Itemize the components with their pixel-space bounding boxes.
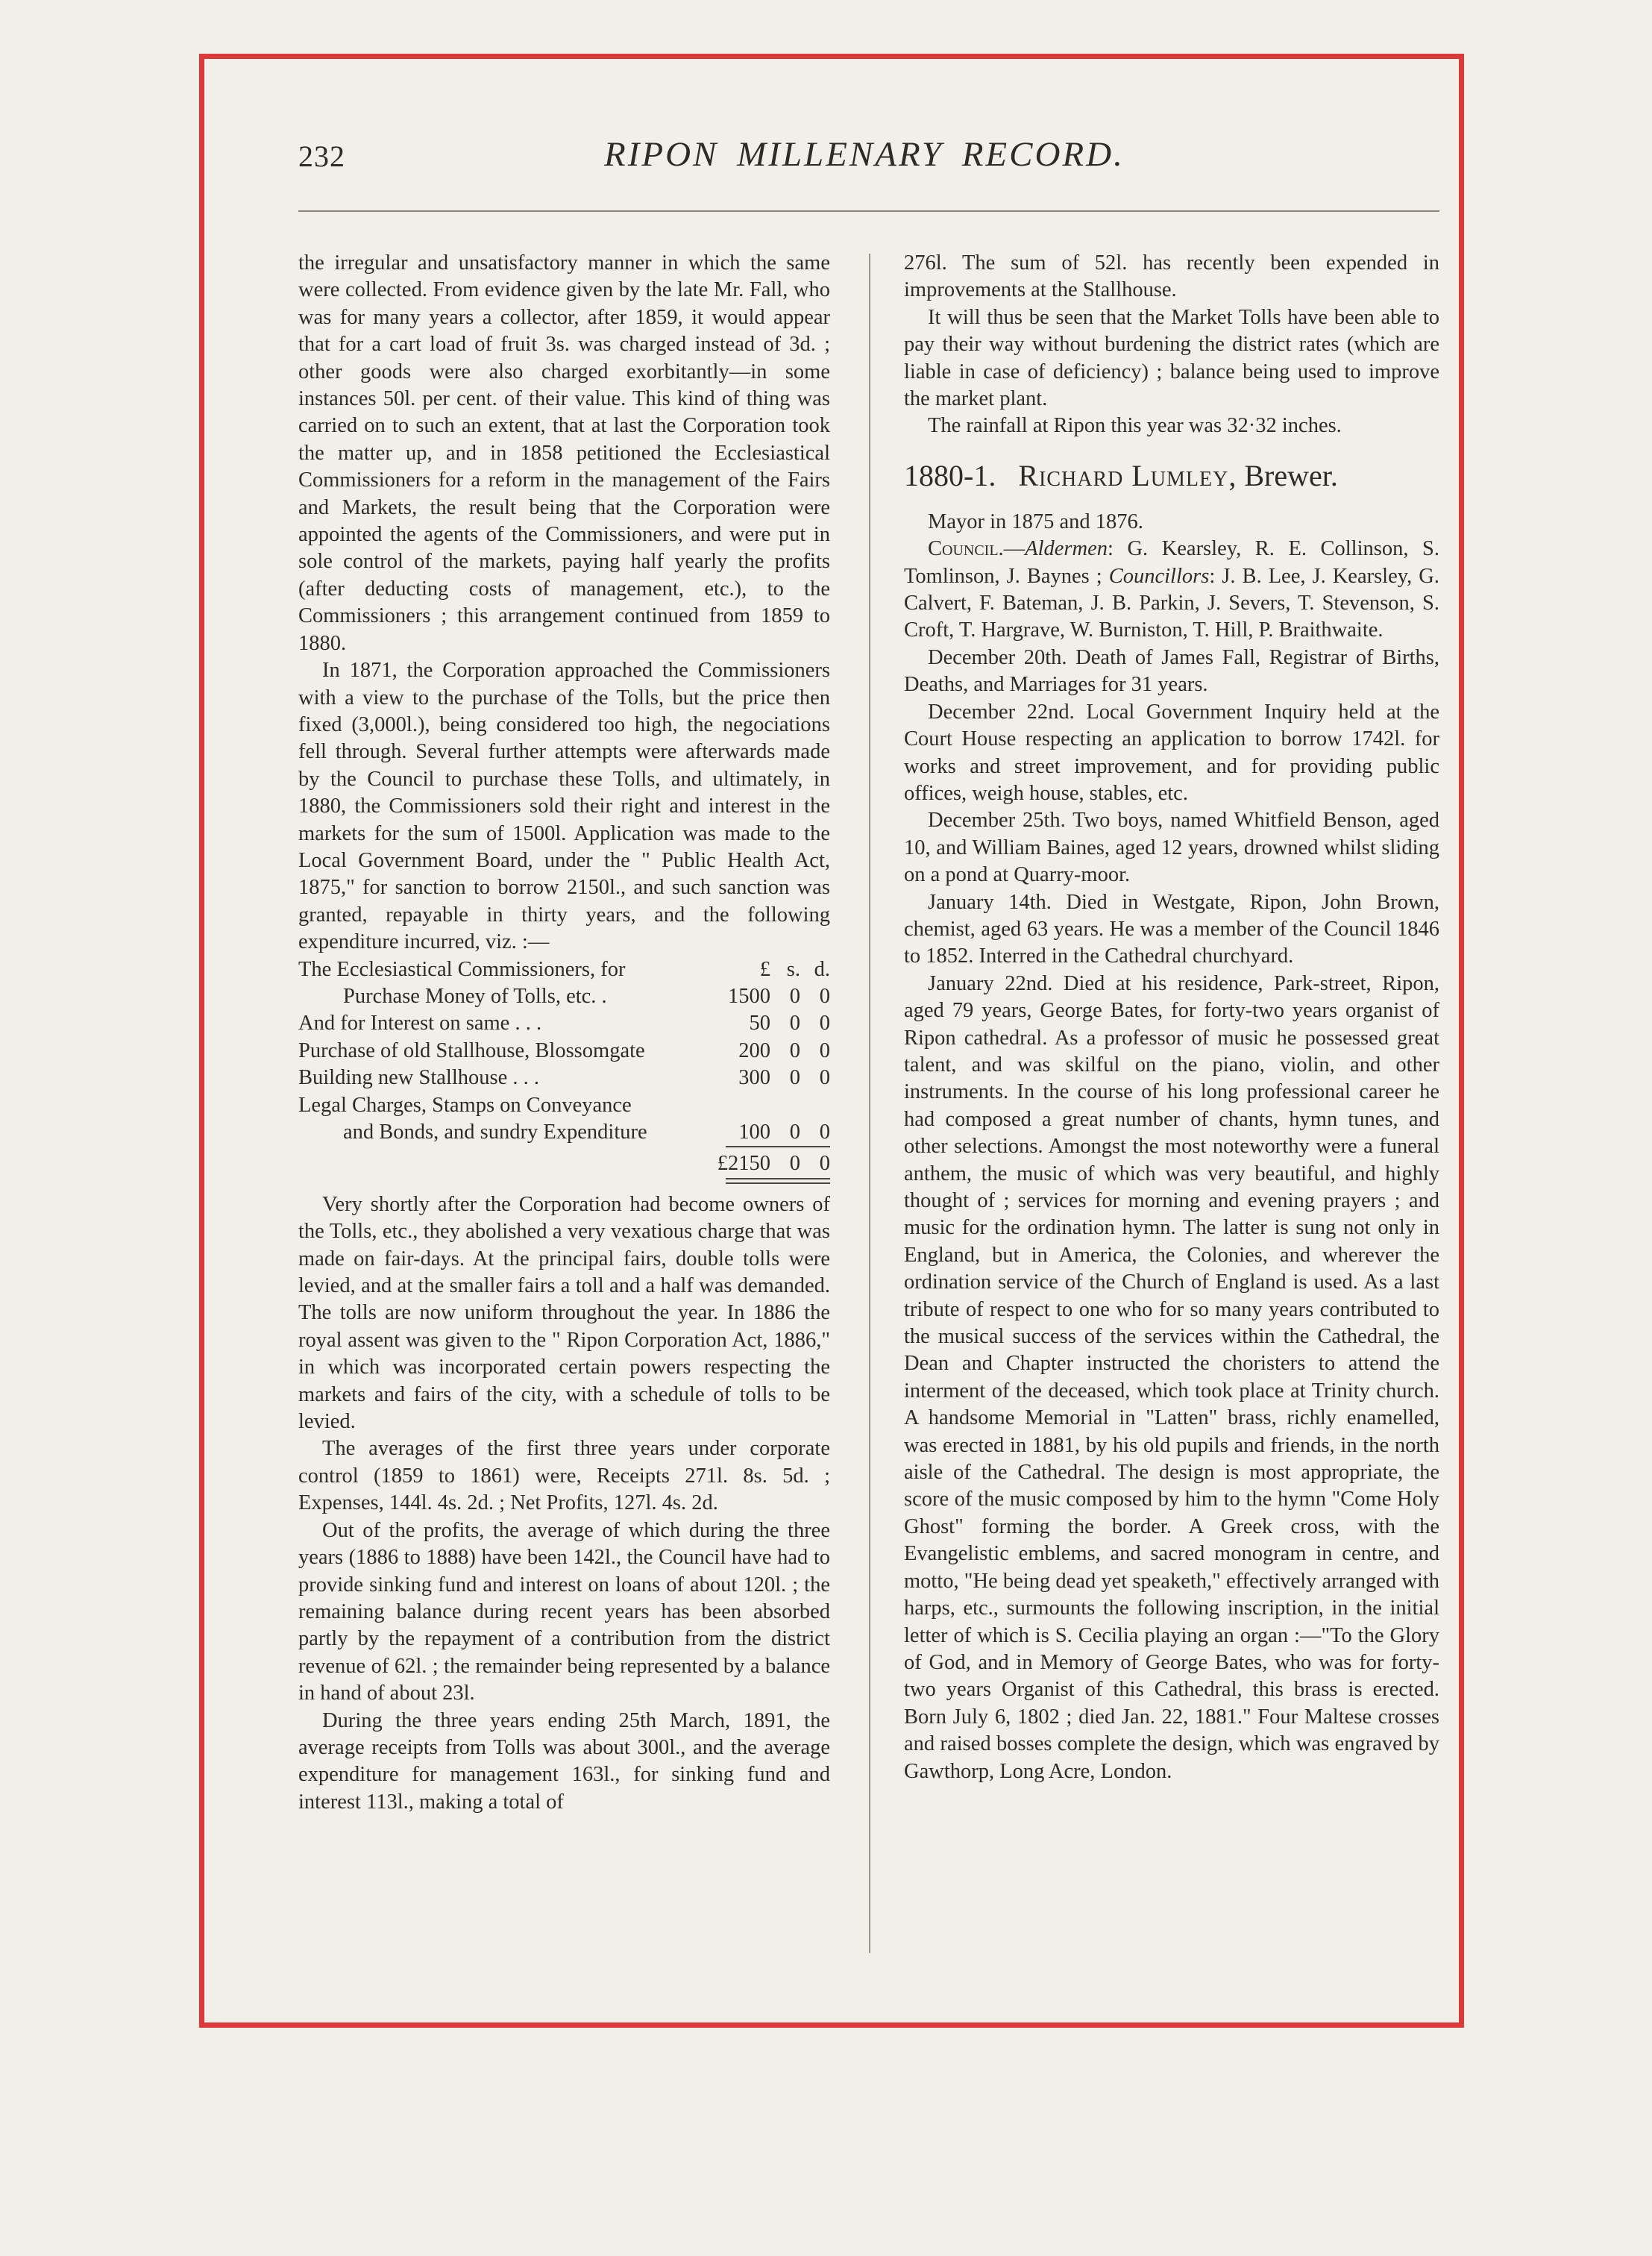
mayor-trade: Brewer.	[1244, 458, 1338, 492]
running-title: RIPON MILLENARY RECORD.	[604, 135, 1125, 174]
table-cell-pounds: 300	[738, 1066, 770, 1090]
table-total-row	[298, 1150, 830, 1177]
table-cell-shillings: 0	[789, 1038, 800, 1062]
total-pounds: £2150	[717, 1152, 770, 1176]
paragraph: Mayor in 1875 and 1876.	[928, 510, 1143, 533]
right-column	[904, 250, 1439, 1785]
paragraph: Very shortly after the Corporation had become owners of the Tolls, etc., they abolished a very vexatious charge that was made on fair-days. At the principal fairs, double tolls were levied, and at the smaller fairs a toll and a half was demanded. The tolls are now uniform throughout the year. In 1886 the royal assent was given to the " Ripon Corporation Act, 1886," in which was incorporated certain powers respecting the markets and fairs of the city, with a schedule of tolls to be levied.	[298, 1192, 830, 1434]
paragraph: In 1871, the Corporation approached the Commissioners with a view to the purchase of the Tolls, but the price then fixed (3,000l.), being considered too high, the negociations fell through. Several further attempts were afterwards made by the Council to purchase these Tolls, and ultimately, in 1880, the Commissioners sold their right and interest in the markets for the sum of 1500l. Application was made to the Local Government Board, under the " Public Health Act, 1875," for sanction to borrow 2150l., and such sanction was granted, repayable in thirty years, and the following expenditure incurred, viz. :—	[298, 659, 830, 954]
paragraph: During the three years ending 25th March, 1891, the average receipts from Tolls was about 300l., and the average expenditure for management 163l., for sinking fund and interest 113l., making a total of	[298, 1708, 830, 1814]
table-cell-shillings: 0	[789, 1066, 800, 1090]
table-cell-shillings: 0	[789, 984, 800, 1008]
table-cell-shillings: 0	[789, 1121, 800, 1144]
left-column	[298, 250, 830, 1816]
mayoral-year: 1880-1.	[904, 458, 996, 492]
column-divider	[869, 254, 870, 1953]
table-row-item: Purchase of old Stallhouse, Blossomgate	[298, 1038, 645, 1062]
pounds-header: £	[759, 957, 770, 981]
councillors-label: Councillors	[1108, 564, 1210, 588]
paragraph: 276l. The sum of 52l. has recently been expended in improvements at the Stallhouse.	[904, 251, 1439, 302]
paragraph: Out of the profits, the average of which during the three years (1886 to 1888) have been 142l., the Council have had to provide sinking fund and interest on loans of about 120l. ; the remaining balance during recent years has been absorbed partly by the repayment of a contribution from the district revenue of 62l. ; the remainder being represented by a balance in hand of about 23l.	[298, 1518, 830, 1705]
paragraph: the irregular and unsatisfactory manner in which the same were collected. From evidence given by the late Mr. Fall, who was for many years a collector, after 1859, it would appear that for a cart load of fruit 3s. was charged instead of 3d. ; other goods were also charged exorbitantly—in some instances 50l. per cent. of their value. This kind of thing was carried on to such an extent, that at last the Corporation took the matter up, and in 1858 petitioned the Ecclesiastical Commissioners for a reform in the management of the Fairs and Markets, the result being that the Corporation were appointed the agents of the Commissioners, and were put in sole control of the markets, paying half yearly the profits (after deducting costs of management, etc.), to the Commissioners ; this arrangement continued from 1859 to 1880.	[298, 251, 830, 655]
table-row-item: Legal Charges, Stamps on Conveyance	[298, 1093, 632, 1117]
page-number: 232	[298, 140, 345, 173]
paragraph: It will thus be seen that the Market Tolls have been able to pay their way without burdening the district rates (which are liable in case of deficiency) ; balance being used to improve the market plant.	[904, 305, 1439, 411]
paragraph: December 20th. Death of James Fall, Registrar of Births, Deaths, and Marriages for 31 years.	[904, 645, 1439, 697]
table-cell-pounds: 100	[738, 1121, 770, 1144]
table-cell-pence: 0	[819, 1012, 830, 1035]
total-double-rule	[726, 1178, 830, 1184]
header-rule	[298, 210, 1439, 212]
aldermen-list: : G. Kearsley, R. E. Collinson, S. Tomlinson, J. Baynes ;	[904, 537, 1439, 588]
paragraph: January 22nd. Died at his residence, Park-street, Ripon, aged 79 years, George Bates, for forty-two years organist of Ripon cathedral. As a professor of music he possessed great talent, and was skilful on the piano, violin, and other instruments. In the course of his long professional career he had composed a great number of chants, hymn tunes, and other selections. Amongst the most noteworthy were a funeral anthem, the music of which was very beautiful, and highly thought of ; services for morning and evening prayers ; and music for the ordination hymn. The latter is sung not only in England, but in America, the Colonies, and wherever the ordination service of the Church of England is used. As a last tribute of respect to one who for so many years contributed to the musical success of the services within the Cathedral, the Dean and Chapter instructed the choristers to attend the interment of the deceased, which took place at Trinity church. A handsome Memorial in "Latten" brass, richly enamelled, was erected in 1881, by his old pupils and friends, in the north aisle of the Cathedral. The design is most appropriate, the score of the music composed by him to the hymn "Come Holy Ghost" forming the border. A Greek cross, with the Evangelistic emblems, and sacred monogram in centre, and motto, "He being dead yet speaketh," effectively arranged with harps, etc., surmounts the following inscription, in the initial letter of which is S. Cecilia playing an organ :—"To the Glory of God, and in Memory of George Bates, who was for forty-two years Organist of this Cathedral, this brass is erected. Born July 6, 1802 ; died Jan. 22, 1881." Four Maltese crosses and raised bosses complete the design, which was engraved by Gawthorp, Long Acre, London.	[904, 971, 1439, 1783]
total-shillings: 0	[789, 1152, 800, 1176]
councillors-list: : J. B. Lee, J. Kearsley, G. Calvert, F. Bateman, J. B. Parkin, J. Severs, T. Stevenson, S. Croft, T. Hargrave, W. Burniston, T. Hill, P. Braithwaite.	[904, 564, 1439, 642]
table-cell-pence: 0	[819, 1066, 830, 1090]
table-row	[298, 1119, 830, 1146]
aldermen-label: Aldermen	[1025, 537, 1108, 561]
table-cell-pence: 0	[819, 1121, 830, 1144]
paragraph: December 22nd. Local Government Inquiry held at the Court House respecting an application to borrow 1742l. for works and street improvement, and for providing public offices, weigh house, stables, etc.	[904, 700, 1439, 805]
table-row	[298, 1038, 830, 1065]
table-row	[298, 1092, 830, 1119]
table-row-item: The Ecclesiastical Commissioners, for	[298, 957, 626, 981]
pence-header: d.	[814, 957, 830, 981]
mayor-name: Richard Lumley,	[1018, 458, 1237, 492]
council-paragraph	[904, 536, 1439, 645]
paragraph: The averages of the first three years under corporate control (1859 to 1861) were, Receipts 271l. 8s. 5d. ; Expenses, 144l. 4s. 2d. ; Net Profits, 127l. 4s. 2d.	[298, 1437, 830, 1515]
paragraph: December 25th. Two boys, named Whitfield Benson, aged 10, and William Baines, aged 12 years, drowned whilst sliding on a pond at Quarry-moor.	[904, 809, 1439, 887]
table-row	[298, 1010, 830, 1037]
table-cell-pounds: 200	[738, 1038, 770, 1062]
table-header	[298, 956, 830, 983]
paragraph: January 14th. Died in Westgate, Ripon, John Brown, chemist, aged 63 years. He was a member of the Council 1846 to 1852. Interred in the Cathedral churchyard.	[904, 890, 1439, 968]
mayor-heading	[904, 457, 1439, 495]
table-row-item: Purchase Money of Tolls, etc. .	[343, 984, 607, 1008]
table-cell-pounds: 1500	[728, 984, 770, 1008]
council-label: Council.—	[928, 537, 1026, 561]
table-cell-pence: 0	[819, 984, 830, 1008]
shillings-header: s.	[786, 957, 800, 981]
table-row-item: Building new Stallhouse . . .	[298, 1066, 539, 1090]
expenditure-table	[298, 956, 830, 1184]
paragraph: The rainfall at Ripon this year was 32·32 inches.	[928, 414, 1342, 438]
table-cell-shillings: 0	[789, 1012, 800, 1035]
table-row-item: And for Interest on same . . .	[298, 1012, 542, 1035]
table-cell-pence: 0	[819, 1038, 830, 1062]
total-pence: 0	[819, 1152, 830, 1176]
page-header	[298, 134, 1439, 179]
table-cell-pounds: 50	[749, 1012, 770, 1035]
table-row	[298, 983, 830, 1010]
table-row	[298, 1065, 830, 1091]
table-row-item: and Bonds, and sundry Expenditure	[343, 1121, 647, 1144]
